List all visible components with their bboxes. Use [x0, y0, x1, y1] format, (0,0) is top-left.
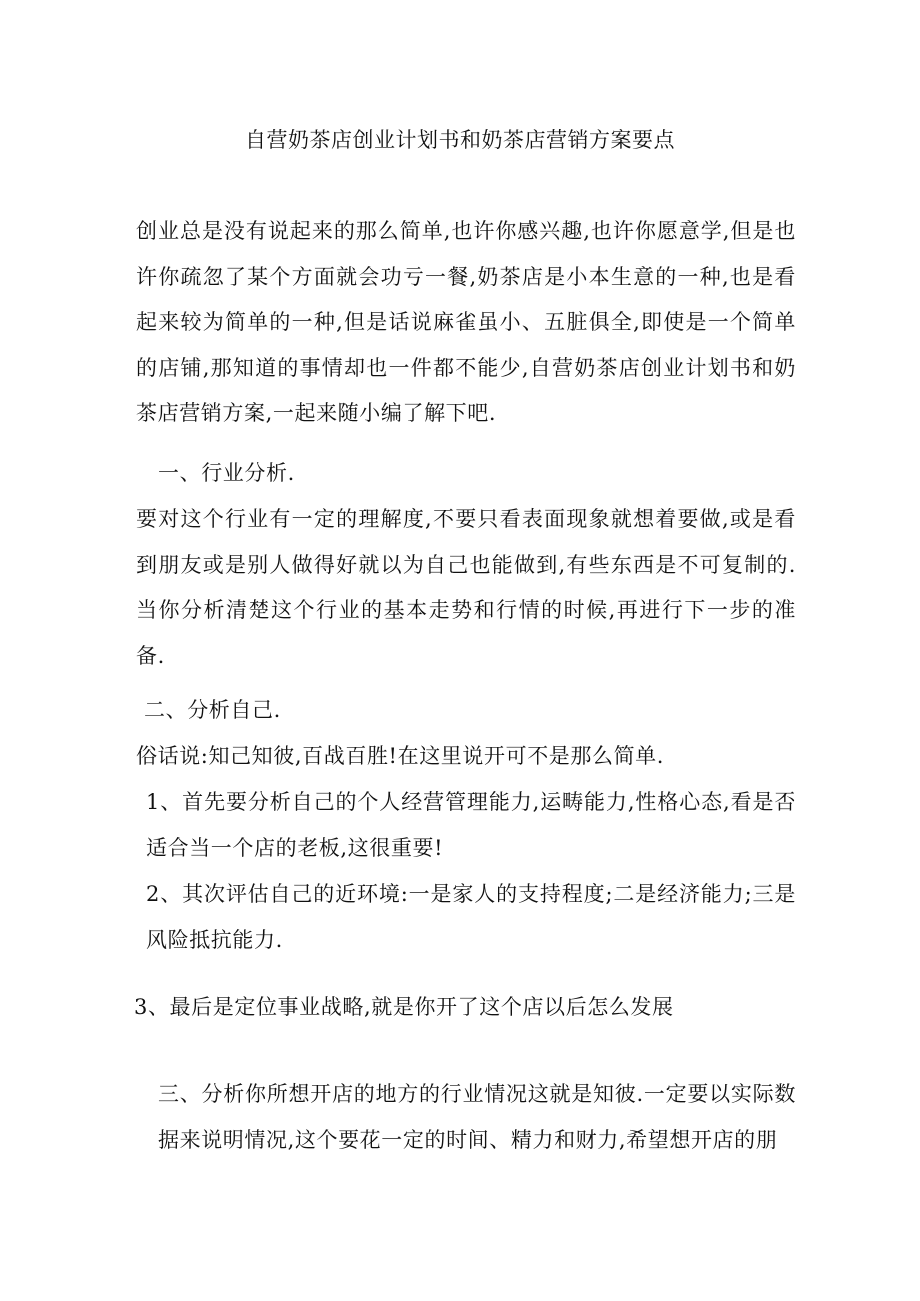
- list-item-1: 1、首先要分析自己的个人经营管理能力,运畴能力,性格心态,看是否适合当一个店的老板,这很重要!: [146, 790, 796, 860]
- section-heading-industry-analysis: 一、行业分析.: [158, 461, 295, 485]
- self-analysis-paragraph: 俗话说:知己知彼,百战百胜!在这里说开可不是那么简单.: [136, 744, 665, 768]
- section-heading-self-analysis: 二、分析自己.: [144, 698, 281, 722]
- list-item-3: 3、最后是定位事业战略,就是你开了这个店以后怎么发展: [134, 995, 674, 1019]
- list-item-2: 2、其次评估自己的近环境:一是家人的支持程度;二是经济能力;三是风险抵抗能力.: [146, 882, 796, 952]
- industry-analysis-paragraph: 要对这个行业有一定的理解度,不要只看表面现象就想着要做,或是看到朋友或是别人做得好就以为自己也能做到,有些东西是不可复制的.当你分析清楚这个行业的基本走势和行情的时候,再进行下一步的准备.: [136, 507, 796, 668]
- intro-paragraph: 创业总是没有说起来的那么简单,也许你感兴趣,也许你愿意学,但是也许你疏忽了某个方面就会功亏一餐,奶茶店是小本生意的一种,也是看起来较为简单的一种,但是话说麻雀虽小、五脏俱全,即使是一个简单的店铺,那知道的事情却也一件都不能少,自营奶茶店创业计划书和奶茶店营销方案,一起来随小编了解下吧.: [136, 219, 796, 425]
- section-heading-local-market-analysis: 三、分析你所想开店的地方的行业情况这就是知彼.一定要以实际数据来说明情况,这个要花一定的时间、精力和财力,希望想开店的朋: [158, 1082, 796, 1152]
- document-title: 自营奶茶店创业计划书和奶茶店营销方案要点: [245, 128, 675, 152]
